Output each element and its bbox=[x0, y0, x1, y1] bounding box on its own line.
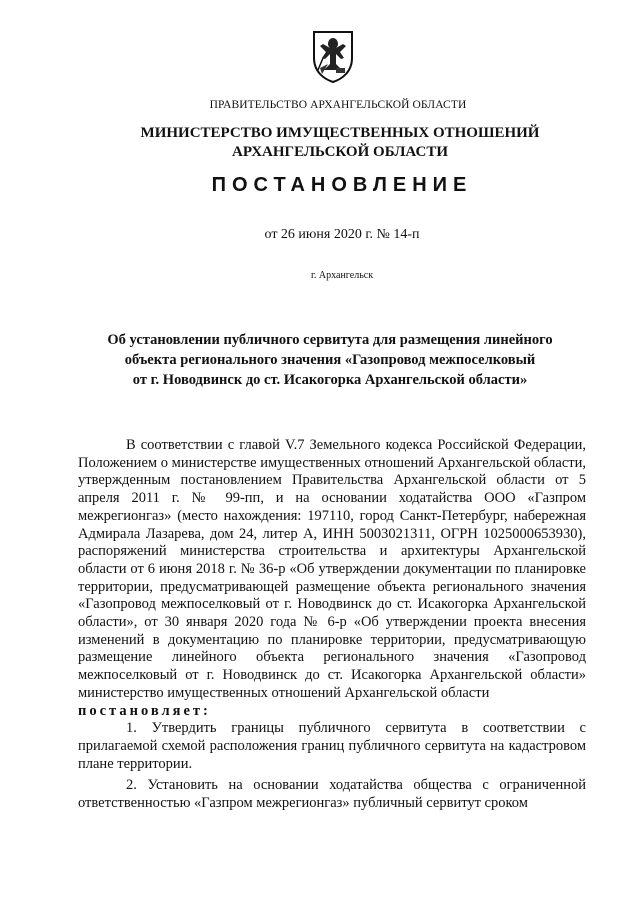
heading-line-2: объекта регионального значения «Газопровод межпоселковый bbox=[124, 352, 536, 368]
heading-line-1: Об установлении публичного сервитута для размещения линейного bbox=[107, 332, 553, 348]
arkhangelsk-coat-of-arms-icon bbox=[308, 28, 358, 84]
document-date-number: от 26 июня 2020 г. № 14-п bbox=[264, 227, 420, 242]
item-1-paragraph: 1. Утвердить границы публичного сервитута в соответствии с прилагаемой схемой расположения границ публичного сервитута на кадастровом плане территории. bbox=[78, 720, 586, 772]
decree-word: постановляет: bbox=[78, 702, 211, 719]
ministry-name bbox=[20, 124, 640, 162]
government-name: ПРАВИТЕЛЬСТВО АРХАНГЕЛЬСКОЙ ОБЛАСТИ bbox=[209, 99, 467, 111]
preamble-paragraph: В соответствии с главой V.7 Земельного кодекса Российской Федерации, Положением о министерстве имущественных отношений Архангельской области, утвержденным постановлением Правительства Архангельской области от 5 апреля 2011 г. № 99-пп, и на основании ходатайства ООО «Газпром межрегионгаз» (место нахождения: 197110, город Санкт-Петербург, набережная Адмирала Лазарева, дом 24, литер А, ИНН 5003021311, ОГРН 1025000653930), распоряжений министерства строительства и архитектуры Архангельской области от 6 июня 2018 г. № 36-р «Об утверждении документации по планировке территории, предусматривающей размещение объекта регионального значения «Газопровод межпоселковый от г. Новодвинск до ст. Исакогорка Архангельской области», от 30 января 2020 года № 6-р «Об утверждении проекта внесения изменений в документацию по планировке территории, предусматривающую размещение линейного объекта регионального значения «Газопровод межпоселковый от г. Новодвинск до ст. Исакогорка Архангельской области» министерство имущественных отношений Архангельской области bbox=[78, 437, 586, 701]
document-heading bbox=[60, 330, 600, 390]
item-2-paragraph: 2. Установить на основании ходатайства общества с ограниченной ответственностью «Газпром межрегионгаз» публичный сервитут сроком bbox=[78, 777, 586, 812]
ministry-name-line-2: АРХАНГЕЛЬСКОЙ ОБЛАСТИ bbox=[232, 144, 448, 160]
heading-line-3: от г. Новодвинск до ст. Исакогорка Архангельской области» bbox=[132, 372, 528, 388]
document-type-title: ПОСТАНОВЛЕНИЕ bbox=[211, 174, 473, 196]
ministry-name-line-1: МИНИСТЕРСТВО ИМУЩЕСТВЕННЫХ ОТНОШЕНИЙ bbox=[140, 125, 540, 141]
issue-city: г. Архангельск bbox=[310, 270, 374, 281]
document-body bbox=[78, 437, 586, 813]
